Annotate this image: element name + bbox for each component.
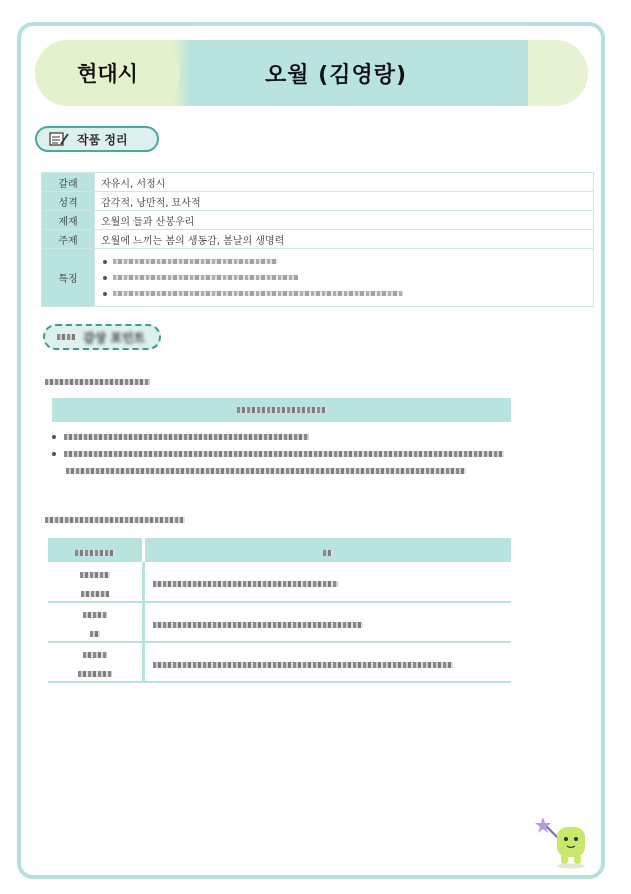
blurred-subheading — [45, 516, 185, 526]
table-cell — [48, 562, 143, 602]
section-icon-blurred — [57, 334, 75, 340]
section-heading-appreciation — [43, 324, 161, 350]
table-cell — [48, 642, 143, 682]
table-row — [42, 230, 594, 249]
table-row — [48, 642, 511, 682]
table-cell — [143, 602, 511, 642]
row-key: 주제 — [42, 230, 95, 249]
table-cell — [143, 562, 511, 602]
row-key: 성격 — [42, 192, 95, 211]
page-title: 오월 (김영랑) — [265, 62, 408, 88]
pencil-note-icon — [49, 131, 69, 147]
table-row — [42, 173, 594, 192]
column-header — [143, 538, 511, 562]
list-item — [52, 445, 511, 462]
table-row — [42, 211, 594, 230]
summary-table — [41, 172, 594, 307]
table-cell — [48, 602, 143, 642]
list-item — [52, 428, 511, 445]
star-wand-mascot-icon — [535, 813, 593, 869]
category-label: 현대시 — [35, 40, 180, 106]
table-cell — [143, 642, 511, 682]
row-value: 감각적, 낭만적, 묘사적 — [95, 192, 594, 211]
section-heading-label: 작품 정리 — [77, 132, 128, 147]
list-item — [103, 270, 585, 286]
row-key: 제재 — [42, 211, 95, 230]
table-row — [42, 192, 594, 211]
row-value: 오월의 들과 산봉우리 — [95, 211, 594, 230]
title-banner — [35, 40, 588, 106]
table-row — [48, 602, 511, 642]
section-heading-label: 감상 포인트 — [83, 330, 146, 345]
list-item — [103, 286, 585, 302]
table-header-row — [48, 538, 511, 562]
expression-table — [48, 538, 511, 683]
info-box — [52, 398, 511, 479]
row-key: 특징 — [42, 249, 95, 307]
column-header — [48, 538, 143, 562]
row-value: 오월에 느끼는 봄의 생동감, 봄날의 생명력 — [95, 230, 594, 249]
table-row-features — [42, 249, 594, 307]
info-box-header — [52, 398, 511, 422]
feature-list — [95, 249, 594, 307]
section-heading-summary — [35, 126, 159, 152]
blurred-subheading — [45, 378, 150, 388]
banner-right-cap — [528, 40, 588, 106]
row-value: 자유시, 서정시 — [95, 173, 594, 192]
table-row — [48, 562, 511, 602]
row-key: 갈래 — [42, 173, 95, 192]
list-item — [103, 254, 585, 270]
list-item — [52, 462, 511, 479]
page-frame — [17, 22, 605, 879]
